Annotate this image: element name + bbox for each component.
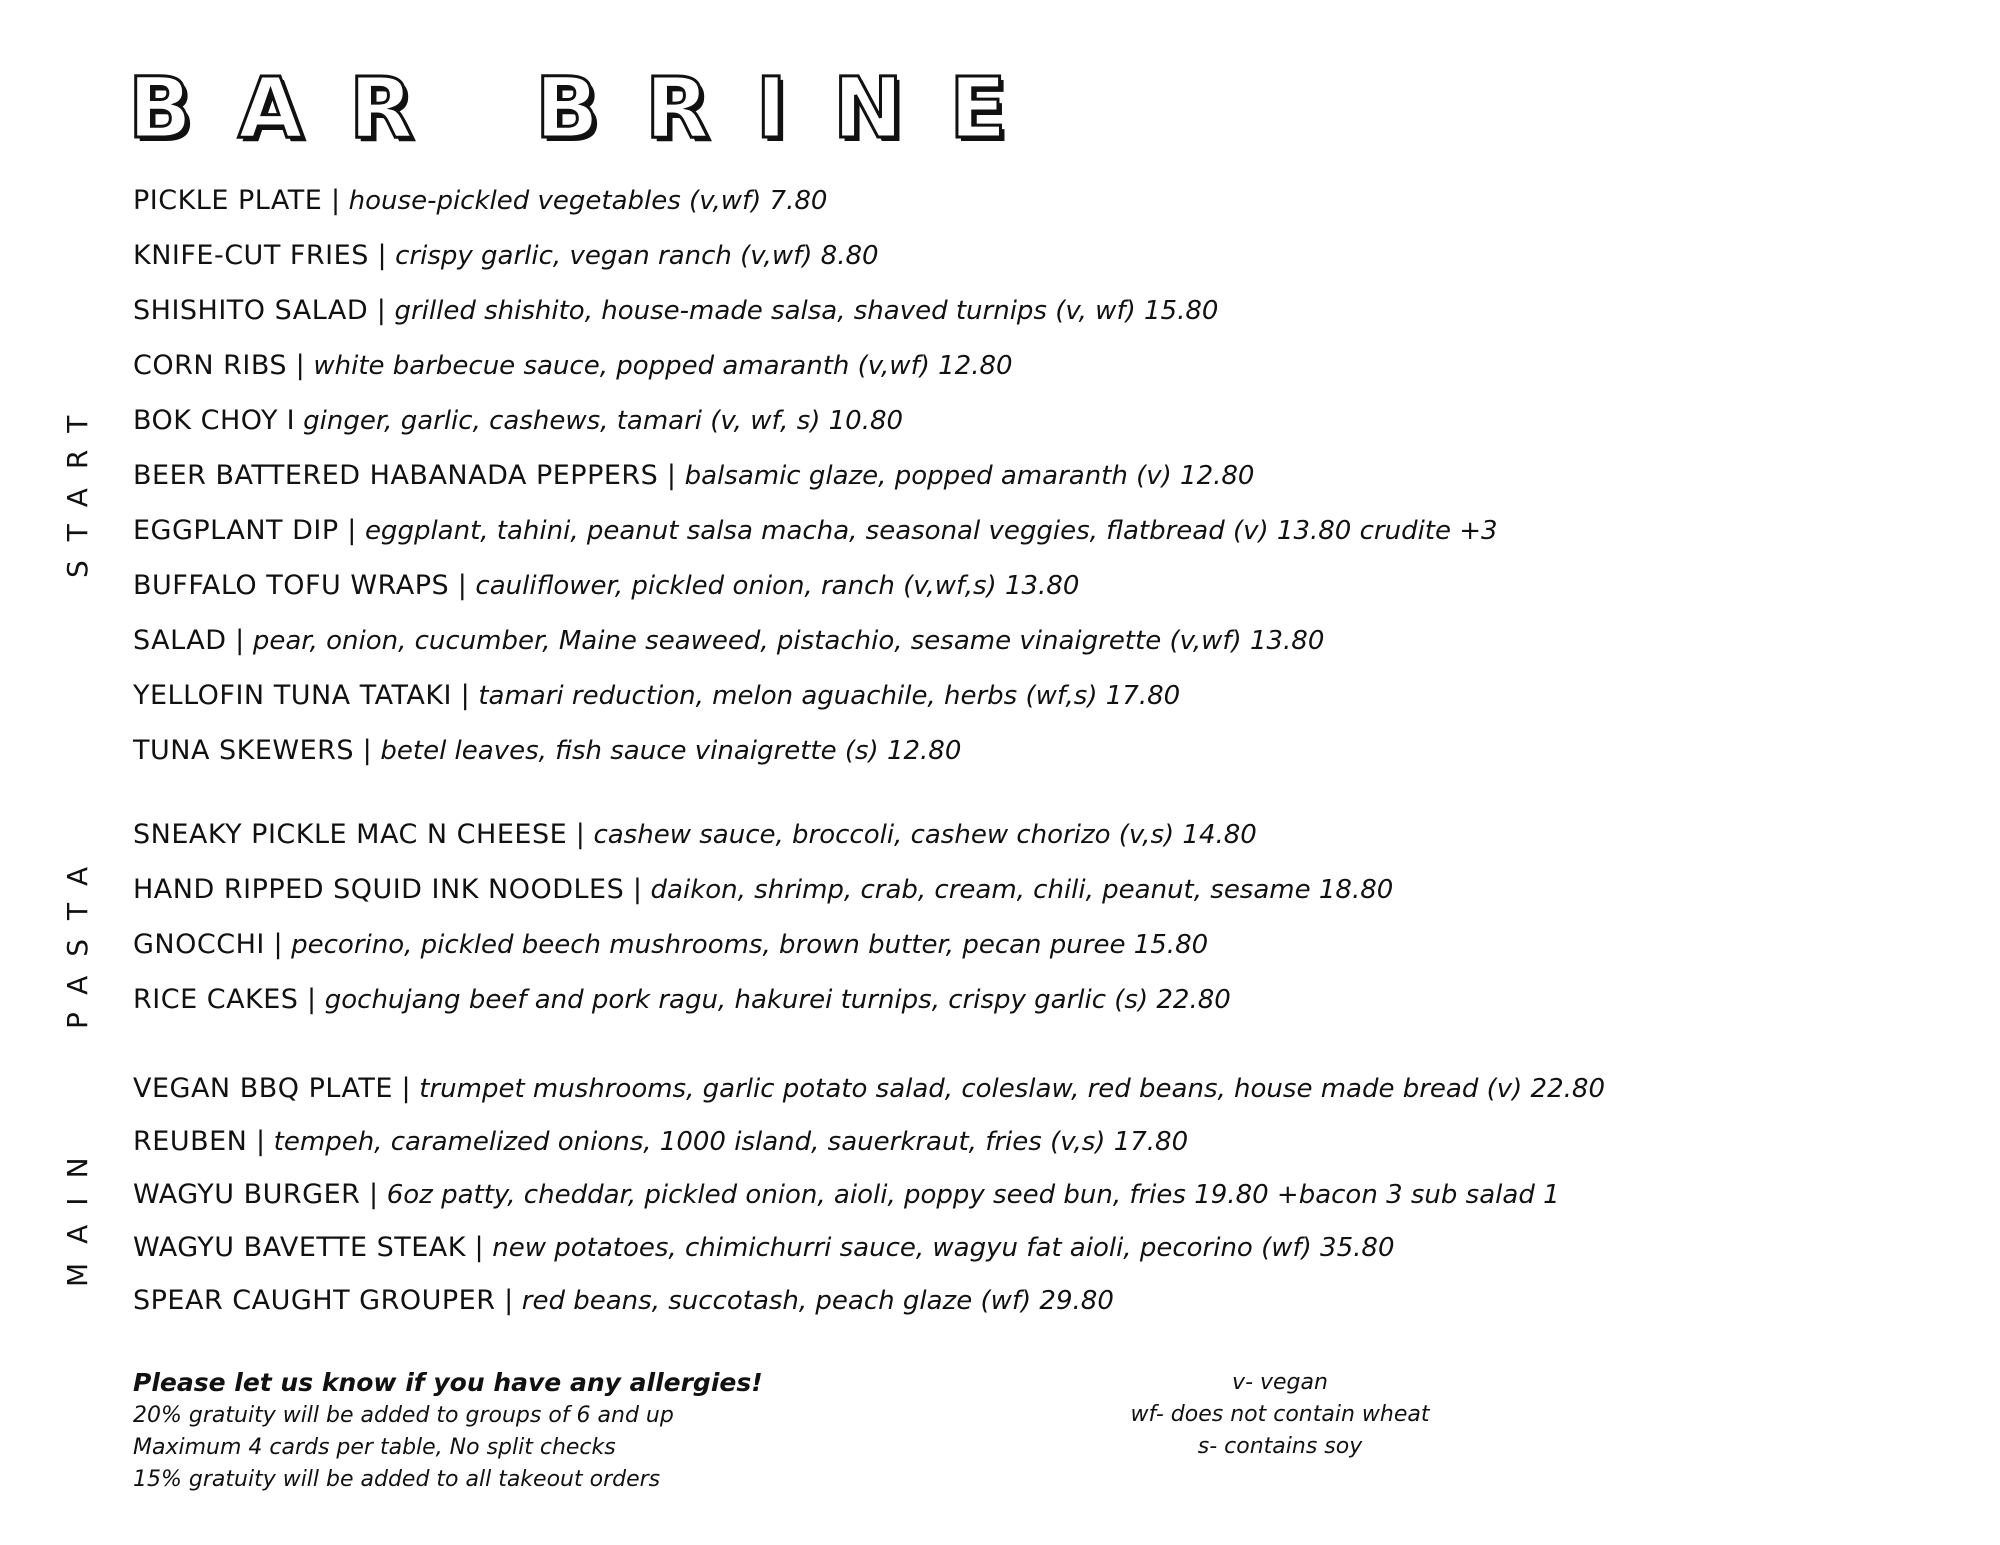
- item-description: red beans, succotash, peach glaze (wf) 29.80: [521, 1286, 1114, 1316]
- menu-item-gnocchi: [133, 927, 1208, 963]
- takeout-gratuity-note: 15% gratuity will be added to all takeout orders: [133, 1467, 661, 1492]
- legend-wheat-free: wf- does not contain wheat: [1130, 1402, 1430, 1427]
- item-separator: |: [369, 1179, 379, 1210]
- item-name: WAGYU BAVETTE STEAK: [133, 1232, 466, 1263]
- item-separator: |: [632, 874, 642, 905]
- menu-item-shishito-salad: [133, 293, 1218, 329]
- item-separator: |: [504, 1285, 514, 1316]
- menu-item-salad: [133, 623, 1324, 659]
- item-description: new potatoes, chimichurri sauce, wagyu fat aioli, pecorino (wf) 35.80: [492, 1233, 1395, 1263]
- legend-vegan: v- vegan: [1232, 1370, 1328, 1395]
- item-description: eggplant, tahini, peanut salsa macha, seasonal veggies, flatbread (v) 13.80 crudite +3: [364, 516, 1498, 546]
- item-name: CORN RIBS: [133, 350, 288, 381]
- item-separator: |: [235, 625, 245, 656]
- item-name: WAGYU BURGER: [133, 1179, 361, 1210]
- menu-item-rice-cakes: [133, 982, 1231, 1018]
- item-name: BOK CHOY: [133, 405, 279, 436]
- menu-item-bok-choy: [133, 403, 903, 439]
- item-separator: |: [377, 240, 387, 271]
- item-name: SHISHITO SALAD: [133, 295, 369, 326]
- item-description: white barbecue sauce, popped amaranth (v,wf) 12.80: [313, 351, 1013, 381]
- gratuity-groups-note: 20% gratuity will be added to groups of 6 and up: [133, 1403, 674, 1428]
- item-name: HAND RIPPED SQUID INK NOODLES: [133, 874, 625, 905]
- item-name: VEGAN BBQ PLATE: [133, 1073, 393, 1104]
- item-description: pecorino, pickled beech mushrooms, brown butter, pecan puree 15.80: [291, 930, 1209, 960]
- menu-item-vegan-bbq-plate: [133, 1071, 1605, 1107]
- menu-item-grouper: [133, 1283, 1114, 1319]
- item-separator: |: [307, 984, 317, 1015]
- item-description: ginger, garlic, cashews, tamari (v, wf, s) 10.80: [303, 406, 904, 436]
- item-separator: |: [575, 819, 585, 850]
- menu-item-tuna-skewers: [133, 733, 961, 769]
- menu-item-corn-ribs: [133, 348, 1013, 384]
- menu-item-wagyu-burger: [133, 1177, 1560, 1213]
- item-name: SALAD: [133, 625, 227, 656]
- item-description: gochujang beef and pork ragu, hakurei turnips, crispy garlic (s) 22.80: [324, 985, 1231, 1015]
- section-label-start: START: [61, 396, 94, 578]
- item-description: 6oz patty, cheddar, pickled onion, aioli, poppy seed bun, fries 19.80 +bacon 3 sub salad 1: [386, 1180, 1560, 1210]
- item-separator: |: [460, 680, 470, 711]
- allergy-notice: Please let us know if you have any allergies!: [133, 1368, 763, 1397]
- menu-item-buffalo-tofu-wraps: [133, 568, 1079, 604]
- item-name: REUBEN: [133, 1126, 248, 1157]
- menu-item-reuben: [133, 1124, 1188, 1160]
- policy-notes: [133, 1366, 763, 1496]
- item-description: crispy garlic, vegan ranch (v,wf) 8.80: [395, 241, 879, 271]
- menu-item-wagyu-bavette-steak: [133, 1230, 1395, 1266]
- section-label-main: MAIN: [61, 1138, 94, 1287]
- item-name: BUFFALO TOFU WRAPS: [133, 570, 450, 601]
- item-description: balsamic glaze, popped amaranth (v) 12.80: [684, 461, 1255, 491]
- item-name: RICE CAKES: [133, 984, 299, 1015]
- item-separator: |: [457, 570, 467, 601]
- menu-item-pickle-plate: [133, 183, 827, 219]
- menu-item-mac-n-cheese: [133, 817, 1257, 853]
- item-separator: |: [295, 350, 305, 381]
- item-separator: |: [376, 295, 386, 326]
- item-separator: |: [666, 460, 677, 491]
- item-description: house-pickled vegetables (v,wf) 7.80: [348, 186, 828, 216]
- menu-item-eggplant-dip: [133, 513, 1498, 549]
- item-description: tempeh, caramelized onions, 1000 island, sauerkraut, fries (v,s) 17.80: [273, 1127, 1189, 1157]
- item-description: cauliflower, pickled onion, ranch (v,wf,s) 13.80: [475, 571, 1080, 601]
- item-separator: |: [330, 185, 341, 216]
- item-description: daikon, shrimp, crab, cream, chili, peanut, sesame 18.80: [650, 875, 1394, 905]
- item-separator: |: [401, 1073, 411, 1104]
- item-description: betel leaves, fish sauce vinaigrette (s) 12.80: [380, 736, 962, 766]
- item-name: SNEAKY PICKLE MAC N CHEESE: [133, 819, 568, 850]
- item-separator: |: [273, 929, 283, 960]
- item-name: YELLOFIN TUNA TATAKI: [133, 680, 453, 711]
- item-description: cashew sauce, broccoli, cashew chorizo (v,s) 14.80: [593, 820, 1257, 850]
- item-description: grilled shishito, house-made salsa, shaved turnips (v, wf) 15.80: [394, 296, 1219, 326]
- menu-item-tuna-tataki: [133, 678, 1180, 714]
- item-separator: |: [255, 1126, 266, 1157]
- card-limit-note: Maximum 4 cards per table, No split checks: [133, 1435, 616, 1460]
- item-name: SPEAR CAUGHT GROUPER: [133, 1285, 496, 1316]
- menu-item-habanada-peppers: [133, 458, 1254, 494]
- item-separator: |: [347, 515, 357, 546]
- item-description: pear, onion, cucumber, Maine seaweed, pistachio, sesame vinaigrette (v,wf) 13.80: [252, 626, 1325, 656]
- item-name: BEER BATTERED HABANADA PEPPERS: [133, 460, 659, 491]
- item-separator: |: [362, 735, 372, 766]
- item-description: tamari reduction, melon aguachile, herbs (wf,s) 17.80: [478, 681, 1181, 711]
- item-separator: I: [286, 405, 295, 436]
- item-name: EGGPLANT DIP: [133, 515, 339, 546]
- dietary-legend: [1080, 1367, 1480, 1463]
- item-name: TUNA SKEWERS: [133, 735, 355, 766]
- section-label-pasta: PASTA: [61, 847, 94, 1029]
- legend-soy: s- contains soy: [1197, 1434, 1363, 1459]
- item-name: GNOCCHI: [133, 929, 265, 960]
- menu-item-knife-cut-fries: [133, 238, 879, 274]
- menu-item-squid-ink-noodles: [133, 872, 1393, 908]
- item-name: KNIFE-CUT FRIES: [133, 240, 369, 271]
- restaurant-title: BAR BRINE: [128, 59, 1053, 157]
- item-separator: |: [474, 1232, 484, 1263]
- item-name: PICKLE PLATE: [133, 185, 323, 216]
- item-description: trumpet mushrooms, garlic potato salad, coleslaw, red beans, house made bread (v) 22.80: [419, 1074, 1605, 1104]
